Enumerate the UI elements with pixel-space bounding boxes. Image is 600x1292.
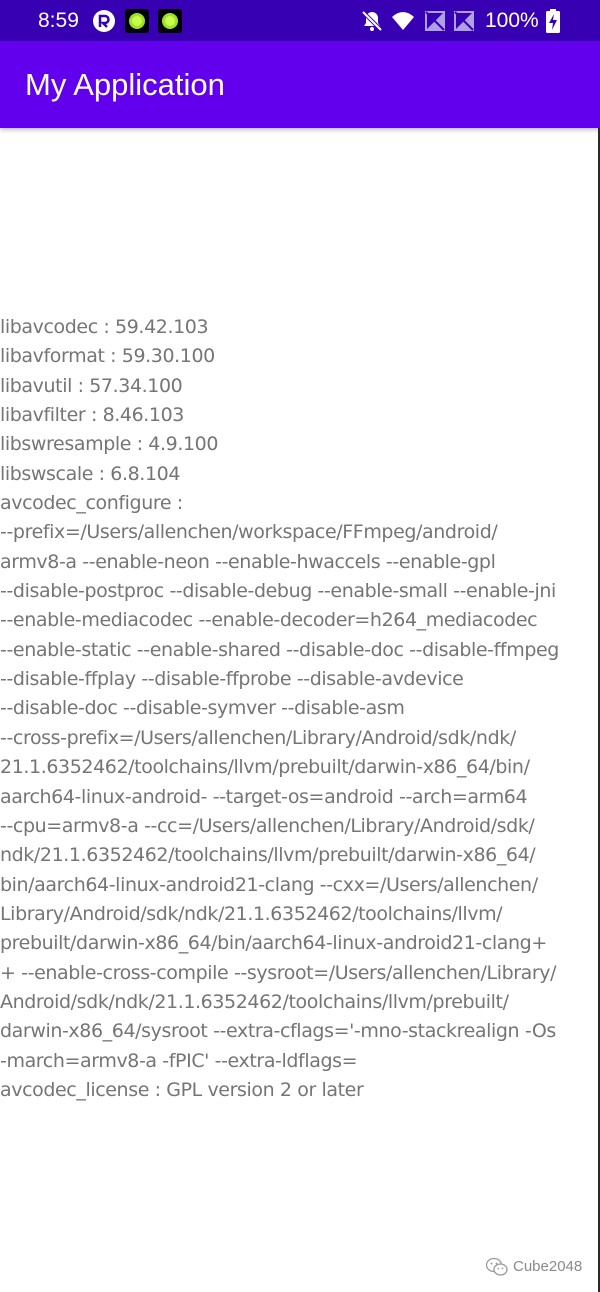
info-line: darwin-x86_64/sysroot --extra-cflags='-mno-stackrealign -Os bbox=[0, 1020, 556, 1043]
info-line: ndk/21.1.6352462/toolchains/llvm/prebuilt/darwin-x86_64/ bbox=[0, 844, 536, 867]
info-line: libswresample : 4.9.100 bbox=[0, 433, 219, 456]
app-r-icon bbox=[92, 9, 116, 33]
notifications-off-icon bbox=[360, 9, 384, 33]
info-line: + --enable-cross-compile --sysroot=/Users/allenchen/Library/ bbox=[0, 961, 557, 984]
no-signal-icon bbox=[452, 9, 476, 33]
watermark-text: Cube2048 bbox=[513, 1258, 583, 1275]
battery-charging-icon bbox=[545, 9, 561, 33]
info-line: --enable-static --enable-shared --disable-doc --disable-ffmpeg bbox=[0, 638, 559, 661]
no-signal-icon bbox=[423, 9, 447, 33]
info-line: libswscale : 6.8.104 bbox=[0, 462, 181, 485]
status-bar bbox=[0, 0, 600, 41]
green-dot-app-icon bbox=[158, 9, 182, 33]
ffmpeg-info-text bbox=[0, 313, 590, 1105]
info-line: Android/sdk/ndk/21.1.6352462/toolchains/llvm/prebuilt/ bbox=[0, 990, 509, 1013]
info-line: -march=armv8-a -fPIC' --extra-ldflags= bbox=[0, 1049, 358, 1072]
info-line: libavformat : 59.30.100 bbox=[0, 345, 215, 368]
info-line: --disable-postproc --disable-debug --enable-small --enable-jni bbox=[0, 580, 556, 603]
wifi-icon bbox=[391, 9, 415, 33]
info-line: libavcodec : 59.42.103 bbox=[0, 316, 209, 338]
info-line: prebuilt/darwin-x86_64/bin/aarch64-linux-android21-clang+ bbox=[0, 932, 547, 955]
battery-percent: 100% bbox=[485, 9, 539, 32]
info-line: --disable-doc --disable-symver --disable-asm bbox=[0, 697, 405, 720]
app-title: My Application bbox=[25, 67, 225, 102]
status-time: 8:59 bbox=[38, 9, 79, 32]
info-line: avcodec_license : GPL version 2 or later bbox=[0, 1078, 364, 1101]
info-line: --prefix=/Users/allenchen/workspace/FFmpeg/android/ bbox=[0, 521, 498, 544]
wechat-icon bbox=[486, 1257, 508, 1277]
info-line: 21.1.6352462/toolchains/llvm/prebuilt/darwin-x86_64/bin/ bbox=[0, 756, 530, 779]
green-dot-app-icon bbox=[125, 9, 149, 33]
info-line: avcodec_configure : bbox=[0, 492, 183, 515]
info-line: --cross-prefix=/Users/allenchen/Library/Android/sdk/ndk/ bbox=[0, 726, 516, 749]
info-line: Library/Android/sdk/ndk/21.1.6352462/toolchains/llvm/ bbox=[0, 902, 503, 925]
info-line: aarch64-linux-android- --target-os=android --arch=arm64 bbox=[0, 785, 528, 808]
info-line: armv8-a --enable-neon --enable-hwaccels --enable-gpl bbox=[0, 550, 496, 573]
info-line: --disable-ffplay --disable-ffprobe --disable-avdevice bbox=[0, 668, 464, 691]
info-line: libavutil : 57.34.100 bbox=[0, 374, 183, 397]
app-bar bbox=[0, 41, 600, 128]
info-line: libavfilter : 8.46.103 bbox=[0, 404, 184, 427]
info-line: bin/aarch64-linux-android21-clang --cxx=/Users/allenchen/ bbox=[0, 873, 538, 896]
info-line: --cpu=armv8-a --cc=/Users/allenchen/Library/Android/sdk/ bbox=[0, 814, 535, 837]
info-line: --enable-mediacodec --enable-decoder=h264_mediacodec bbox=[0, 609, 538, 632]
